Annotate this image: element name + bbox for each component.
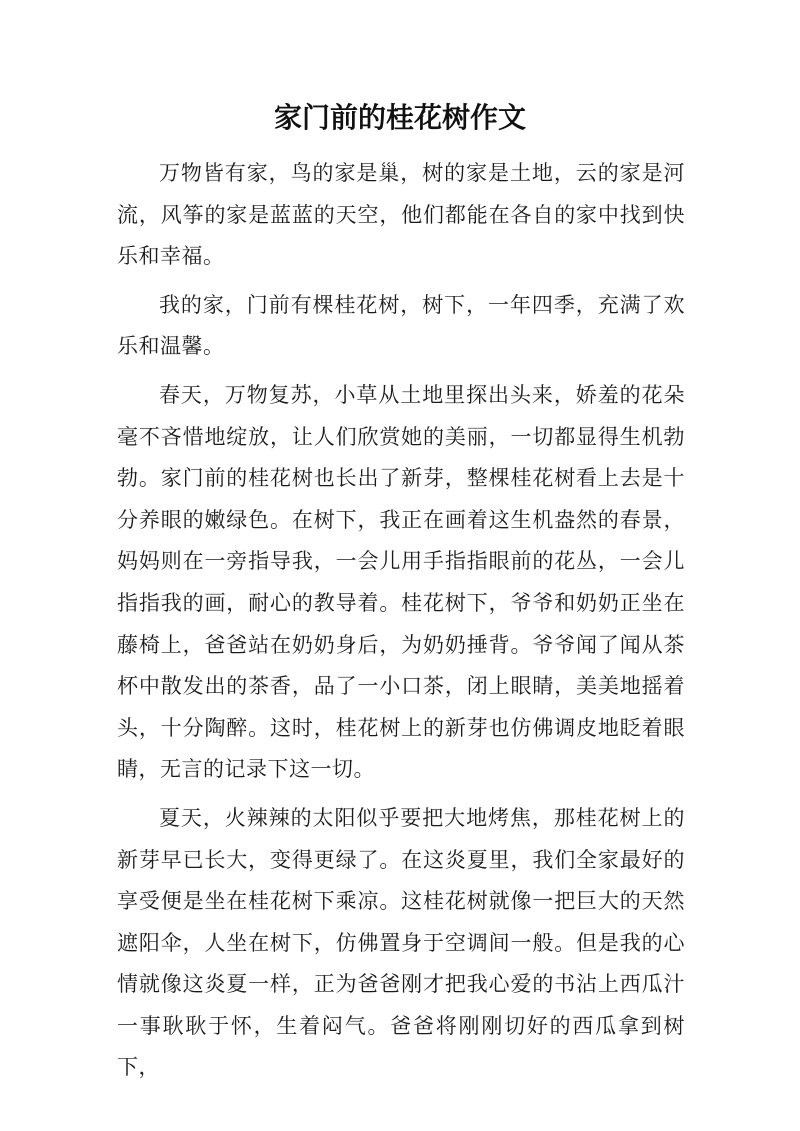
paragraph-3: 春天，万物复苏，小草从土地里探出头来，娇羞的花朵毫不吝惜地绽放，让人们欣赏她的美丽，一切都显得生机勃勃。家门前的桂花树也长出了新芽，整棵桂花树看上去是十分养眼的嫩绿色。在树下，我正在画着这生机盎然的春景，妈妈则在一旁指导我，一会儿用手指指眼前的花丛，一会儿指指我的画，耐心的教导着。桂花树下，爷爷和奶奶正坐在藤椅上，爸爸站在奶奶身后，为奶奶捶背。爷爷闻了闻从茶杯中散发出的茶香，品了一小口茶，闭上眼睛，美美地摇着头，十分陶醉。这时，桂花树上的新芽也仿佛调皮地眨着眼睛，无言的记录下这一切。 bbox=[117, 382, 685, 782]
document-title: 家门前的桂花树作文 bbox=[273, 101, 526, 134]
paragraph-4: 夏天，火辣辣的太阳似乎要把大地烤焦，那桂花树上的新芽早已长大，变得更绿了。在这炎夏里，我们全家最好的享受便是坐在桂花树下乘凉。这桂花树就像一把巨大的天然遮阳伞，人坐在树下，仿佛置身于空调间一般。但是我的心情就像这炎夏一样，正为爸爸刚才把我心爱的书沾上西瓜汁一事耿耿于怀，生着闷气。爸爸将刚刚切好的西瓜拿到树下， bbox=[117, 805, 685, 1080]
paragraph-1: 万物皆有家，鸟的家是巢，树的家是土地，云的家是河流，风筝的家是蓝蓝的天空，他们都能在各自的家中找到快乐和幸福。 bbox=[117, 161, 685, 269]
paragraph-2: 我的家，门前有棵桂花树，树下，一年四季，充满了欢乐和温馨。 bbox=[117, 292, 685, 359]
document-body bbox=[117, 153, 685, 1096]
